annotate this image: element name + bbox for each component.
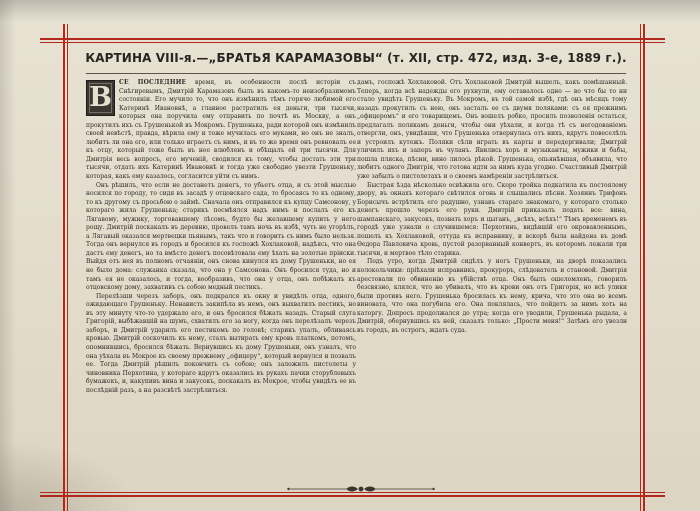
paragraph: Подъ утро, когда Дмитрій сидѣлъ у ногъ Грушеньки, на дворѣ показались колокольчики: пріѣхали исправникъ, прокуроръ, слѣдователь и становой. Дмитрія арестовали по обвиненію въ убійствѣ отца. Онъ былъ ошеломленъ, говорилъ безсвязно, клялся, что не убивалъ, что въ крови онъ отъ Григорія, но всѣ улики были противъ него. Грушенька бросилась къ нему, крича, что это она во всемъ виновата, что она погубила его. Она поклялась, что пойдетъ за нимъ хоть на каторгу. Допросъ продолжался до утра; когда его уводили, Грушенька рыдала, а Дмитрій, обернувшись къ ней, сказалъ только: „Прости меня!“ Затѣмъ его увезли въ городъ, въ острогъ, ждать суда. [357, 258, 627, 334]
paragraph: Перелѣзши черезъ заборъ, онъ подкрался къ окну и увидѣлъ отца, одного, ожидающаго Грушеньку. Ненависть закипѣла въ немъ, онъ выхватилъ пестикъ, но въ эту минуту что-то удержало его, и онъ бросился бѣжать назадъ. Старый слуга Григорій, выбѣжавшій на шумъ, схватилъ его за ногу, когда онъ перелѣзалъ черезъ заборъ, и Дмитрій ударилъ его пестикомъ по головѣ; старикъ упалъ, обливаясь кровью. Дмитрій соскочилъ къ нему, сталъ вытирать ему кровь платкомъ, потомъ, опомнившись, бросился бѣжать. Вернувшись къ дому Грушеньки, онъ узналъ, что она уѣхала въ Мокрое къ своему прежнему „офицеру“, который вернулся и позвалъ ее. Тогда Дмитрій рѣшилъ покончить съ собою; онъ заложилъ пистолеты у чиновника Перхотина, у котораго вдругъ оказались въ рукахъ пачки сторублевыхъ бумажекъ, и, накупивъ вина и закусокъ, поскакалъ въ Мокрое, чтобы увидѣть ее въ послѣдній разъ, а на разсвѣтѣ застрѣлиться. [86, 292, 356, 394]
text-column-right [357, 79, 627, 485]
frame-rule-bottom-outer [40, 495, 665, 497]
title-underline [86, 73, 626, 74]
drop-cap: В [86, 80, 115, 116]
lead-words: СЕ ПОСЛЕДНИЕ [119, 79, 187, 86]
frame-rule-top-inner [40, 42, 665, 43]
paragraph-text: время, въ особенности послѣ исторіи съ Снѣгиревымъ, Дмитрій Карамазовъ былъ въ какомъ-то неизобразимомъ состояніи. Его мучило то, что онъ измѣнилъ тѣмъ горячо любимой его Катеринѣ Ивановнѣ, а главное растратилъ ея деньги, три тысячи, которыя она поручила ему отправить по почтѣ въ Москву, а онъ прокутилъ ихъ съ Грушенькой въ Мокромъ. Грушенька, ради которой онъ измѣнилъ своей невѣстѣ, правда, вѣрила ему и тоже мучилась его муками, но онъ не зналъ, любитъ ли она его, или только играетъ съ нимъ, и въ то же время онъ ревновалъ ее къ отцу, который тоже былъ въ нее влюбленъ и обѣщалъ ей три тысячи. Для Дмитрія весь вопросъ, его мученій, сводился къ тому, чтобы достать эти три тысячи, отдать ихъ Катеринѣ Ивановнѣ и тогда уже свободно увезти Грушеньку, которая, какъ ему казалось, согласится уйти съ нимъ. [86, 79, 356, 181]
paragraph: Онъ рѣшилъ, что если не достанетъ денегъ, то убьетъ отца, и съ этой мыслью носился по городу, то сидя въ засадѣ у отцовскаго сада, то бросаясь то къ одному, то къ другому съ просьбою о займѣ. Сначала онъ отправился къ купцу Самсонову, у котораго жила Грушенька; старикъ посмѣялся надъ нимъ и послалъ его къ Лягавому, мужику, торговавшему лѣсомъ, будто бы желавшему купить у него рощу. Дмитрій поскакалъ въ деревню, провелъ тамъ ночь въ избѣ, чуть не угорѣлъ, а Лягавый оказался мертвецки пьянымъ, такъ что и говорить съ нимъ было нельзя. Тогда онъ вернулся въ городъ и бросился къ госпожѣ Хохлаковой, надѣясь, что она дастъ ему денегъ, но та вмѣсто денегъ посовѣтовала ему ѣхать на золотые пріиски. Выйдя отъ нея въ полномъ отчаяніи, онъ снова кинулся къ дому Грушеньки, но ея не было дома: служанка сказала, что она у Самсонова. Онъ бросился туда, но и тамъ ея не оказалось, и тогда, вообразивъ, что она у отца, онъ побѣжалъ къ отцовскому дому, захвативъ съ собою медный пестикъ. [86, 181, 356, 292]
page-shadow-top [0, 0, 700, 22]
page-title: КАРТИНА VIII-я.—„БРАТЬЯ КАРАМАЗОВЫ“ (т. XII, стр. 472, изд. 3-е, 1889 г.). [85, 51, 627, 65]
ornament-divider [286, 484, 436, 494]
frame-rule-left-outer [63, 24, 65, 511]
frame-rule-top-outer [40, 38, 665, 40]
frame-rule-right-outer [643, 24, 645, 511]
paragraph: Быстрая ѣзда нѣсколько освѣжила его. Скоро тройка подкатила къ постоялому двору, въ окнахъ котораго свѣтился огонь и слышались пѣсни. Хозяинъ Трифонъ Борисычъ встрѣтилъ его радушно, узнавъ стараго знакомаго, у котораго столько денегъ прошло черезъ его руки. Дмитрій приказалъ подать все: вина, шампанскаго, закусокъ, позвать хоръ и цыганъ, „всѣхъ, всѣхъ!“ Тѣмъ временемъ въ городѣ уже узнали о случившемся: Перхотинъ, видѣвшій его окровавленнымъ, пошелъ къ Хохлаковой, оттуда къ исправнику, и вскорѣ была найдена въ домѣ Ѳедора Павловича кровь, пустой разорванный конвертъ, въ которомъ лежали три тысячи, и мертвое тѣло старика. [357, 181, 627, 257]
text-column-left [86, 79, 356, 485]
frame-rule-right-inner [640, 24, 641, 511]
paragraph: дамъ, госпожѣ Хохлаковой. Отъ Хохлаковой Дмитрій вышелъ, какъ помѣшанный. Теперь, когда всѣ надежды его рухнули, ему оставалось одно — во что бы то ни стало увидѣть Грушеньку. Въ Мокромъ, въ той самой избѣ, гдѣ онъ мѣсяцъ тому назадъ прокутилъ съ нею, онъ засталъ ее съ двумя поляками: съ ея прежнимъ „офицеромъ“ и его товарищемъ. Онъ вошелъ робко, просилъ позволенія остаться, предлагалъ полякамъ деньги, чтобы они уѣхали, и когда тѣ съ негодованіемъ отвергли, онъ, увидѣвши, что Грушенька отвернулась отъ нихъ, вдругъ повеселѣлъ и устроилъ кутежъ. Поляки сѣли играть въ карты и передергивали; Дмитрій уличилъ ихъ и заперъ въ чуланъ. Явились хоръ и музыканты, мужики и бабы, пошла пляска, пѣсни, вино лилось рѣкой. Грушенька, опьянѣвшая, объявила, что любитъ одного Дмитрія, что готова идти за нимъ куда угодно. Счастливый Дмитрій уже забылъ о пистолетахъ и о своемъ намѣреніи застрѣлиться. [357, 79, 627, 181]
paragraph-first [86, 79, 356, 182]
frame-rule-left-inner [67, 24, 68, 511]
page-shadow-left [0, 0, 16, 511]
